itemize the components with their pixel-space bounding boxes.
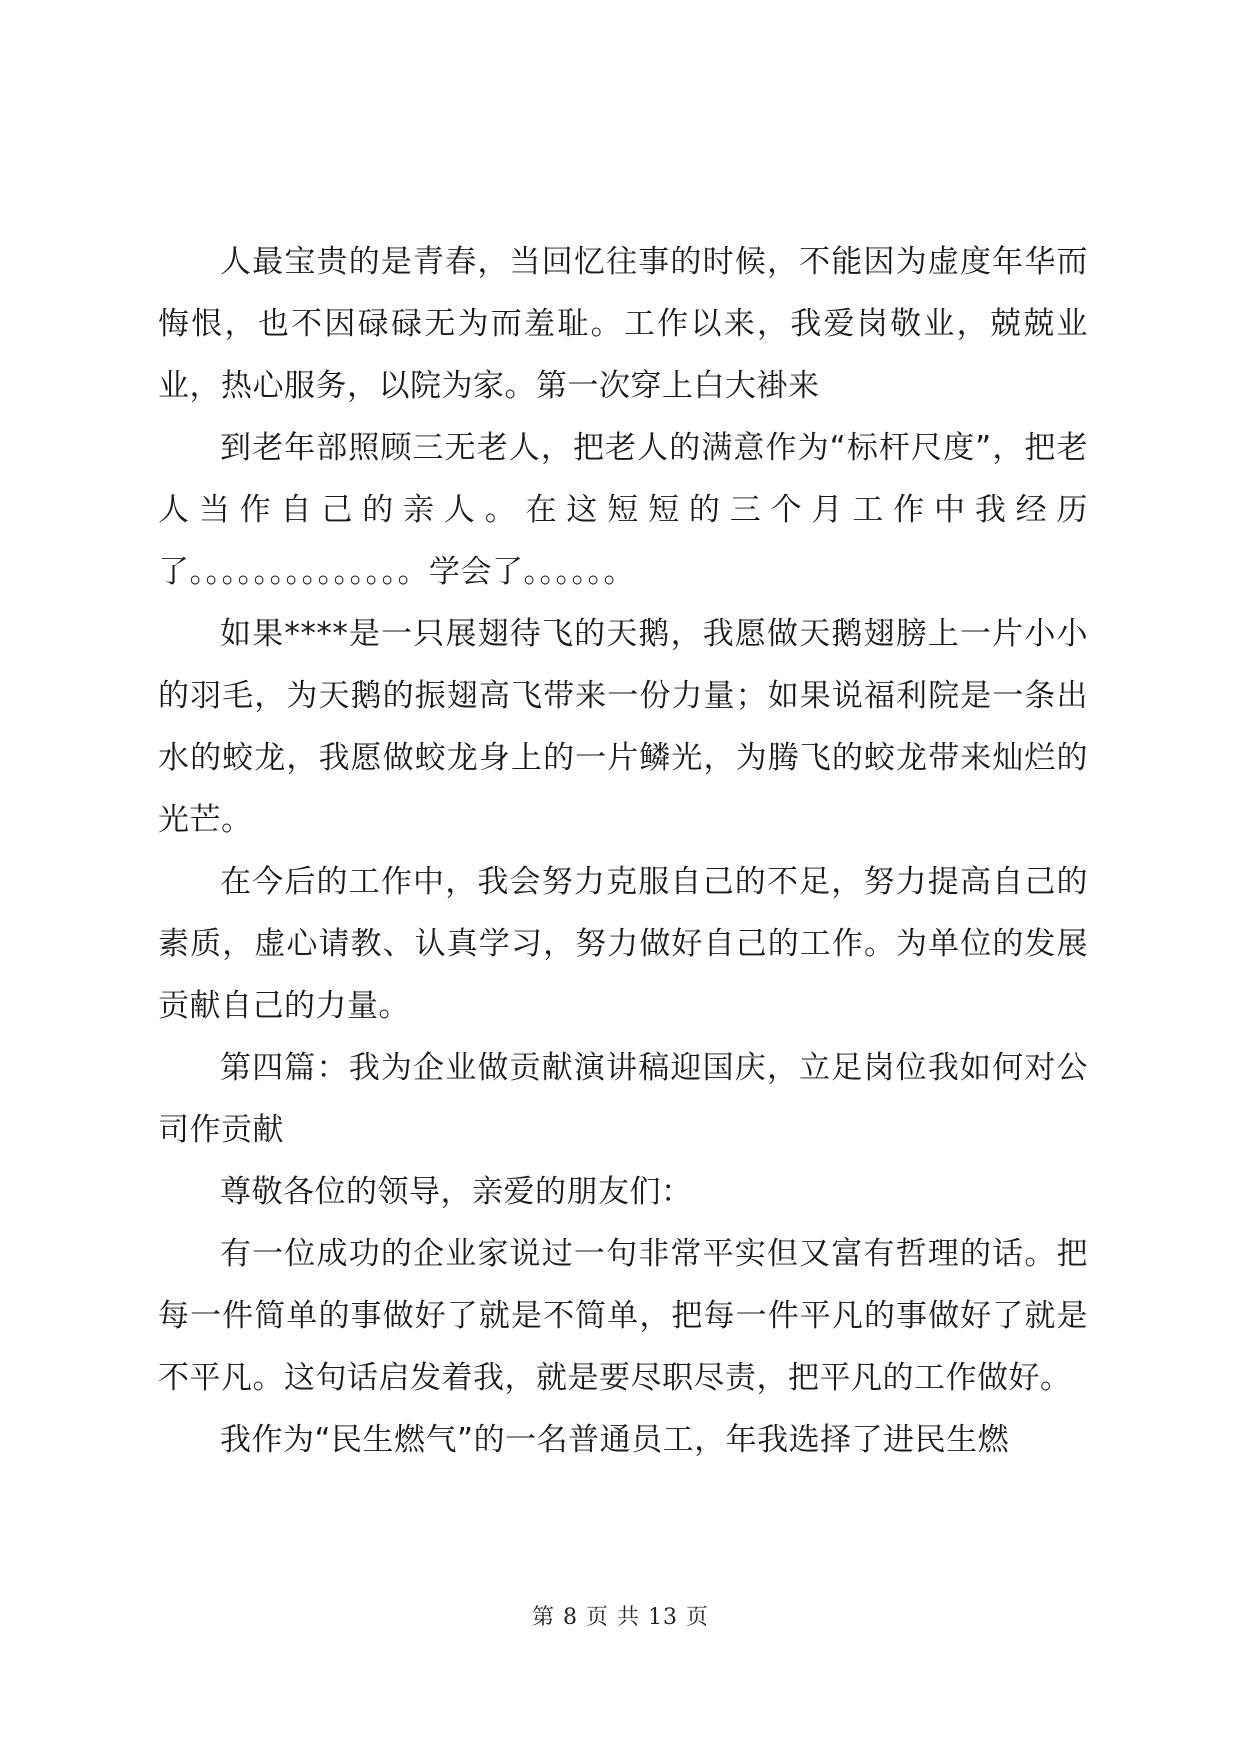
page-number-footer: 第 8 页 共 13 页 <box>532 1605 709 1630</box>
paragraph: 到老年部照顾三无老人，把老人的满意作为“标杆尺度”，把老人当作自己的亲人。在这短短的三个月工作中我经历了。。。。。。。。。。。。。。学会了。。。。。。 <box>158 430 1088 590</box>
paragraph: 如果****是一只展翅待飞的天鹅，我愿做天鹅翅膀上一片小小的羽毛，为天鹅的振翅高飞带来一份力量；如果说福利院是一条出水的蛟龙，我愿做蛟龙身上的一片鳞光，为腾飞的蛟龙带来灿烂的光芒。 <box>158 616 1088 838</box>
section-heading: 第四篇：我为企业做贡献演讲稿迎国庆，立足岗位我如何对公司作贡献 <box>158 1050 1088 1148</box>
paragraph: 人最宝贵的是青春，当回忆往事的时候，不能因为虚度年华而悔恨，也不因碌碌无为而羞耻。工作以来，我爱岗敬业，兢兢业业，热心服务，以院为家。第一次穿上白大褂来 <box>158 244 1088 404</box>
paragraph: 我作为“民生燃气”的一名普通员工，年我选择了进民生燃 <box>220 1422 1010 1458</box>
document-body <box>158 231 1088 1471</box>
paragraph: 在今后的工作中，我会努力克服自己的不足，努力提高自己的素质，虚心请教、认真学习，努力做好自己的工作。为单位的发展贡献自己的力量。 <box>158 864 1088 1024</box>
paragraph: 有一位成功的企业家说过一句非常平实但又富有哲理的话。把每一件简单的事做好了就是不简单，把每一件平凡的事做好了就是不平凡。这句话启发着我，就是要尽职尽责，把平凡的工作做好。 <box>158 1236 1088 1396</box>
salutation: 尊敬各位的领导，亲爱的朋友们： <box>220 1174 693 1210</box>
